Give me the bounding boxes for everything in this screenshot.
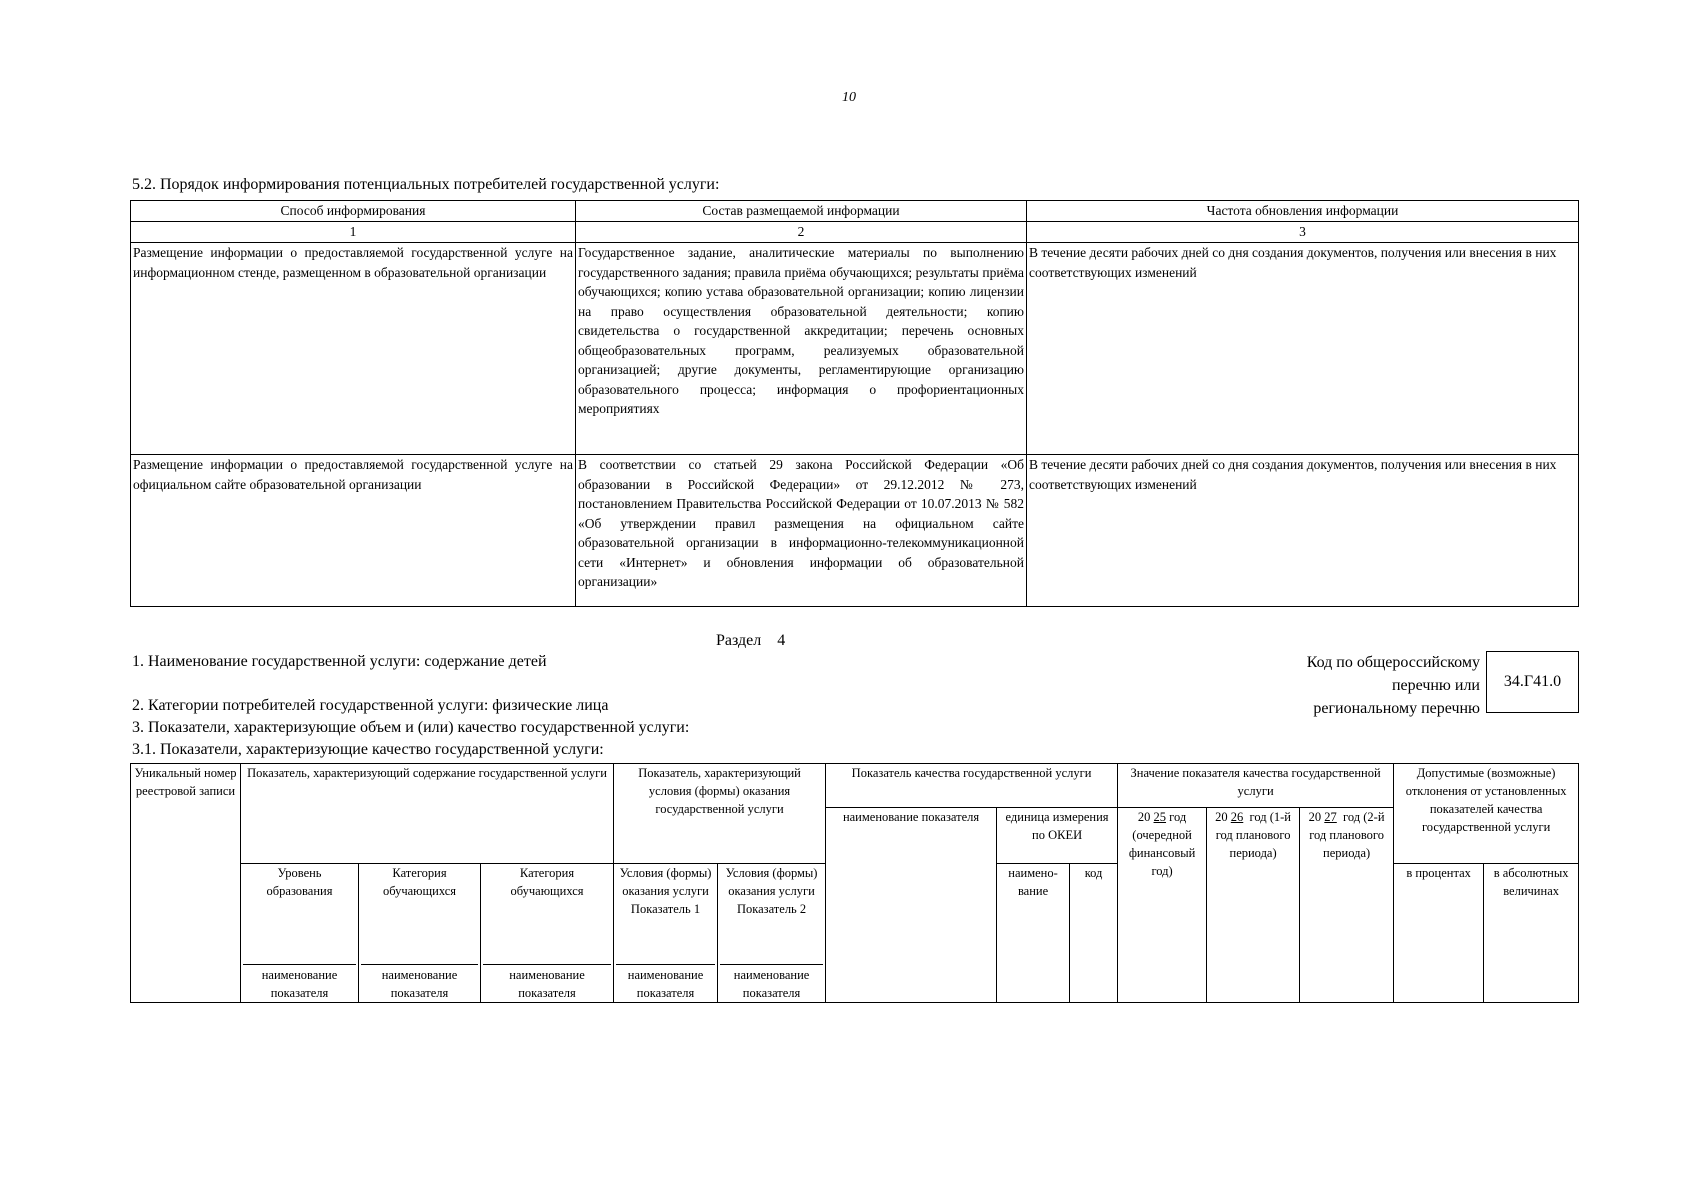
information-table (130, 200, 1579, 607)
service-code-box: 34.Г41.0 (1486, 651, 1579, 713)
header-content: Состав размещаемой информации (576, 201, 1027, 222)
category-1-indicator-name: наименование показателя (359, 960, 481, 1003)
category-2-indicator-name: наименование показателя (481, 960, 614, 1003)
header-method: Способ информирования (131, 201, 576, 222)
condition-1-header: Условия (формы) оказания услуги Показатель 1 (614, 864, 718, 960)
condition-1-indicator-name: наименование показателя (614, 960, 718, 1003)
unique-number-header: Уникальный номер реестровой записи (131, 764, 241, 1003)
indicator-name-header: наименование показателя (826, 808, 997, 1003)
level-header: Уровень образования (241, 864, 359, 960)
year-3-header: 20 27 год (2-й год планового периода) (1300, 808, 1394, 1003)
section-label: Раздел 4 (716, 632, 786, 649)
unit-name-header: наимено-вание (997, 864, 1070, 1003)
col-number-3: 3 (1027, 222, 1579, 243)
unit-code-header: код (1070, 864, 1118, 1003)
table-row (131, 243, 1579, 455)
in-absolute-header: в абсолютных величинах (1484, 864, 1579, 1003)
conditions-indicator-header: Показатель, характеризующий условия (формы) оказания государственной услуги (614, 764, 826, 864)
table-row (131, 455, 1579, 607)
content-indicator-header: Показатель, характеризующий содержание государственной услуги (241, 764, 614, 864)
category-2-header: Категория обучающихся (481, 864, 614, 960)
indicators-title: 3. Показатели, характеризующие объем и (или) качество государственной услуги: (132, 719, 690, 736)
row2-frequency: В течение десяти рабочих дней со дня создания документов, получения или внесения в них соответствующих изменений (1027, 455, 1579, 607)
year-1-header: 20 25 год (очередной финансовый год) (1118, 808, 1207, 1003)
page-number: 10 (842, 90, 856, 105)
service-name: 1. Наименование государственной услуги: содержание детей (132, 653, 547, 670)
indicator-value-header: Значение показателя качества государственной услуги (1118, 764, 1394, 808)
unit-header: единица измерения по ОКЕИ (997, 808, 1118, 864)
year-2-header: 20 26 год (1-й год планового периода) (1207, 808, 1300, 1003)
section-5-2-title: 5.2. Порядок информирования потенциальных потребителей государственной услуги: (132, 176, 720, 193)
code-label: Код по общероссийскому перечню или региональному перечню (1306, 654, 1480, 717)
header-frequency: Частота обновления информации (1027, 201, 1579, 222)
category-1-header: Категория обучающихся (359, 864, 481, 960)
deviations-header: Допустимые (возможные) отклонения от установленных показателей качества государственной услуги (1394, 764, 1579, 864)
condition-2-header: Условия (формы) оказания услуги Показатель 2 (718, 864, 826, 960)
quality-indicator-header: Показатель качества государственной услуги (826, 764, 1118, 808)
row2-content: В соответствии со статьей 29 закона Российской Федерации «Об образовании в Российской Федерации» от 29.12.2012 № 273, постановлением Правительства Российской Федерации от 10.07.2013 № 582 «Об утверждении правил размещения на официальном сайте образовательной организации в информационно-телекоммуникационной сети «Интернет» и обновления информации об образовательной организации» (576, 455, 1027, 607)
consumer-categories: 2. Категории потребителей государственной услуги: физические лица (132, 697, 609, 714)
col-number-2: 2 (576, 222, 1027, 243)
row1-frequency: В течение десяти рабочих дней со дня создания документов, получения или внесения в них соответствующих изменений (1027, 243, 1579, 455)
row1-method: Размещение информации о предоставляемой государственной услуге на информационном стенде, размещенном в образовательной организации (131, 243, 576, 455)
condition-2-indicator-name: наименование показателя (718, 960, 826, 1003)
quality-indicators-table (130, 763, 1579, 1003)
row1-content: Государственное задание, аналитические материалы по выполнению государственного задания; правила приёма обучающихся; результаты приёма обучающихся; копию устава образовательной организации; копию лицензии на право осуществления образовательной деятельности; копию свидетельства о государственной аккредитации; перечень основных общеобразовательных программ, реализуемых образовательной организацией; другие документы, регламентирующие организацию образовательного процесса; информация о профориентационных мероприятиях (576, 243, 1027, 455)
in-percent-header: в процентах (1394, 864, 1484, 1003)
level-indicator-name: наименование показателя (241, 960, 359, 1003)
row2-method: Размещение информации о предоставляемой государственной услуге на официальном сайте образовательной организации (131, 455, 576, 607)
col-number-1: 1 (131, 222, 576, 243)
quality-indicators-title: 3.1. Показатели, характеризующие качество государственной услуги: (132, 741, 604, 758)
